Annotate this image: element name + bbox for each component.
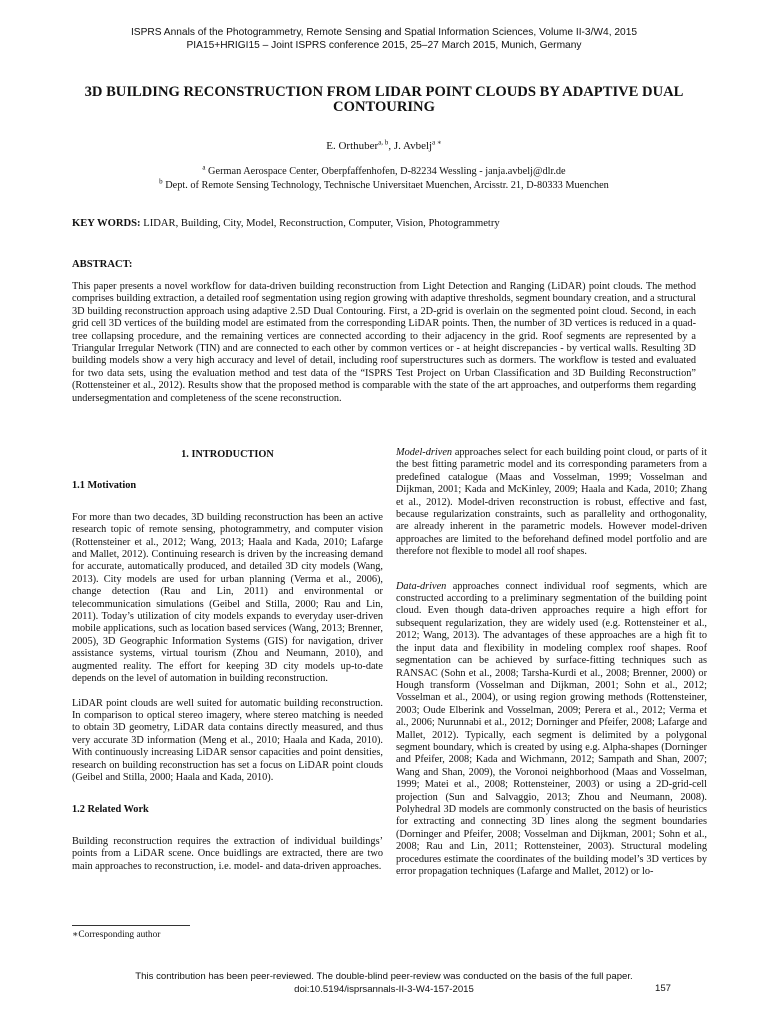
page-footer: [0, 970, 768, 996]
conference-line: PIA15+HRIGI15 – Joint ISPRS conference 2015, 25–27 March 2015, Munich, Germany: [186, 40, 582, 51]
journal-line: ISPRS Annals of the Photogrammetry, Remote Sensing and Spatial Information Sciences, Volume II-3/W4, 2015: [130, 27, 638, 38]
abstract-text: This paper presents a novel workflow for data-driven building reconstruction from Light Detection and Ranging (LiDAR) point clouds. The method comprises building extraction, a detailed roof segmentation using region growing with adaptive thresholds, segment boundary creation, and a structural 3D building reconstruction approach using adaptive 2.5D Dual Contouring. First, a 2D-grid is overlain on the segmented point cloud. Second, in each grid cell 3D vertices of the building model are estimated from the corresponding LiDAR points. Then, the number of 3D vertices is reduced in a quad-tree collapsing procedure, and the remaining vertices are connected according to their adjacency in the grid. Roof segments are represented by a Triangular Irregular Network (TIN) and are connected to each other by common vertices or - at height discrepancies - by vertical walls. Resulting 3D building models show a very high accuracy and level of detail, including roof superstructures such as dormers. The workflow is tested and evaluated for two data sets, using the evaluation method and test data of the “ISPRS Test Project on Urban Classification and 3D Building Reconstruction” (Rottensteiner et al., 2012). Results show that the proposed method is comparable with the state of the art approaches, and outperforms them regarding undersegmentation and completeness of the scene reconstruction.: [72, 281, 696, 404]
paragraph-text: approaches connect individual roof segments, which are constructed according to a preliminary segmentation of the building point cloud. Even though data-driven approaches require a high effort for subsequent regularization, they are widely used (e.g. Rottensteiner et al., 2012; Wang, 2013). The advantages of these approaches are a high fit to the input data and flexibility in modeling complex roof shapes. Roof segmentation can be achieved by surface-fitting techniques such as RANSAC (Sohn et al., 2008; Tarsha-Kurdi et al., 2008; Brenner, 2000) or Hough transform (Vosselman and Dijkman, 2001; Sohn et al., 2012; Vosselman et al., 2004), or using region growing methods (Rottensteiner, 2003; Oude Elberink and Vosselman, 2009; Perera et al., 2012; Verma et al., 2006; Nurunnabi et al., 2012; Dorninger and Pfeifer, 2008; Lafarge and Mallet, 2012). Typically, each segment is delimited by a polygonal segment boundary, which is created by using e.g. Alpha-shapes (Dorninger and Pfeifer, 2008; Kada and Wichmann, 2012; Sampath and Shan, 2007; Wang and Shan, 2009), the Voronoi neighborhood (Maas and Vosselman, 1999; Matei et al., 2008; Rottensteiner, 2003) or using a 2D-grid-cell projection (Sun and Salvaggio, 2013; Zhou and Neumann, 2008). Polyhedral 3D models are commonly constructed on the basis of heuristics for extracting and connecting 3D lines along the segment boundaries (Dorninger and Pfeifer, 2008; Vosselman and Dijkman, 2001; Sohn et al., 2008; Rau and Lin, 2011; Rottensteiner, 2003). Structural modeling procedures estimate the coordinates of the building model’s 3D vertices by error propagation techniques (Lafarge and Mallet, 2012) or lo-: [396, 580, 707, 877]
author-name: J. Avbelj: [393, 140, 433, 152]
running-header: [0, 26, 768, 52]
affiliation-text: German Aerospace Center, Oberpfaffenhofen, D-82234 Wessling - janja.avbelj@dlr.de: [205, 166, 566, 177]
body-paragraph: Building reconstruction requires the extraction of individual buildings’ points from a LiDAR scene. Once buidlings are extracted, there are two main approaches to reconstruction, i.e. model- and data-driven approaches.: [72, 835, 383, 872]
author-affiliation-mark: a, b: [378, 138, 389, 147]
left-column: [72, 447, 383, 885]
author-separator: ,: [388, 140, 394, 152]
keywords: [72, 218, 702, 229]
body-paragraph: LiDAR point clouds are well suited for automatic building reconstruction. In comparison to optical stereo imagery, where stereo matching is needed to obtain 3D geometry, LiDAR data contains directly measured, and thus very accurate 3D information (Meng et al., 2010; Haala and Kada, 2010). With continuously increasing LiDAR sensor capacities and point densities, research on building reconstruction has set a focus on LiDAR point clouds (Geibel and Stilla, 2000; Haala and Kada, 2010).: [72, 697, 383, 783]
peer-review-note: This contribution has been peer-reviewed. The double-blind peer-review was conducted on the basis of the full paper.: [135, 971, 633, 982]
term-emphasis: Data-driven: [396, 580, 447, 592]
author-affiliation-mark: a ∗: [432, 138, 442, 147]
term-emphasis: Model-driven: [396, 447, 453, 458]
doi-line: doi:10.5194/isprsannals-II-3-W4-157-2015: [294, 984, 474, 995]
affiliation-line: [0, 179, 768, 193]
author-name: E. Orthuber: [326, 140, 379, 152]
affiliation-text: Dept. of Remote Sensing Technology, Technische Universitaet Muenchen, Arcisstr. 21, D-80333 Muenchen: [162, 180, 609, 191]
page-number: 157: [655, 983, 672, 994]
footnote: ∗Corresponding author: [72, 930, 161, 940]
abstract-heading: ABSTRACT:: [72, 259, 133, 270]
subsection-heading: 1.1 Motivation: [72, 480, 137, 492]
affiliation-mark: b: [159, 177, 163, 186]
right-column: [396, 447, 707, 890]
subsection-heading: 1.2 Related Work: [72, 804, 149, 816]
affiliation-line: [0, 165, 768, 179]
paragraph-text: approaches select for each building point cloud, or parts of it the best fitting parametric model and its corresponding parameters from a predefined catalogue (Maas and Vosselman, 1999; Vosselman and Dijkman, 2001; Kada and McKinley, 2009; Haala and Kada, 2010; Zhang et al., 2012). Model-driven reconstruction is robust, effective and fast, because regularization constraints, such as parallelity and orthogonality, are already inherent in the parametric models. However model-driven approaches are limited to the beforehand defined model portfolio and are therefore not flexible to model all roof shapes.: [396, 447, 707, 558]
body-paragraph: [396, 581, 707, 879]
keywords-text: LIDAR, Building, City, Model, Reconstruction, Computer, Vision, Photogrammetry: [140, 218, 500, 229]
body-paragraph: [396, 447, 707, 559]
affiliations: [0, 165, 768, 193]
author-line: [0, 140, 768, 152]
affiliation-mark: a: [202, 163, 206, 172]
section-title: 1. INTRODUCTION: [181, 449, 274, 460]
paper-title: 3D BUILDING RECONSTRUCTION FROM LIDAR POINT CLOUDS BY ADAPTIVE DUAL CONTOURING: [84, 84, 684, 115]
body-paragraph: For more than two decades, 3D building reconstruction has been an active research topic of remote sensing, photogrammetry, and computer vision (Rottensteiner et al., 2012; Wang, 2013; Haala and Kada, 2010; Lafarge and Mallet, 2012). Continuing research is driven by the increasing demand for accurate, automatically produced, and detailed 3D city models (Wang, 2013). City models are used for urban planning (Verma et al., 2006), change detection (Rau and Lin, 2011) and environmental or telecommunication simulations (Geibel and Stilla, 2000; Rau and Lin, 2011). Today’s utilization of city models expands to everyday user-driven mobile applications, such as location based services (Wang, 2013; Brenner, 2005), 3D Geographic Information Systems (GIS) for navigation, driver assistance systems, virtual tourism (Zhou and Neumann, 2010), and augmented reality. The effort for keeping 3D city models up-to-date depends on the level of automation in building reconstruction.: [72, 511, 383, 685]
footnote-divider: [72, 925, 190, 926]
keywords-label: KEY WORDS:: [72, 218, 141, 229]
